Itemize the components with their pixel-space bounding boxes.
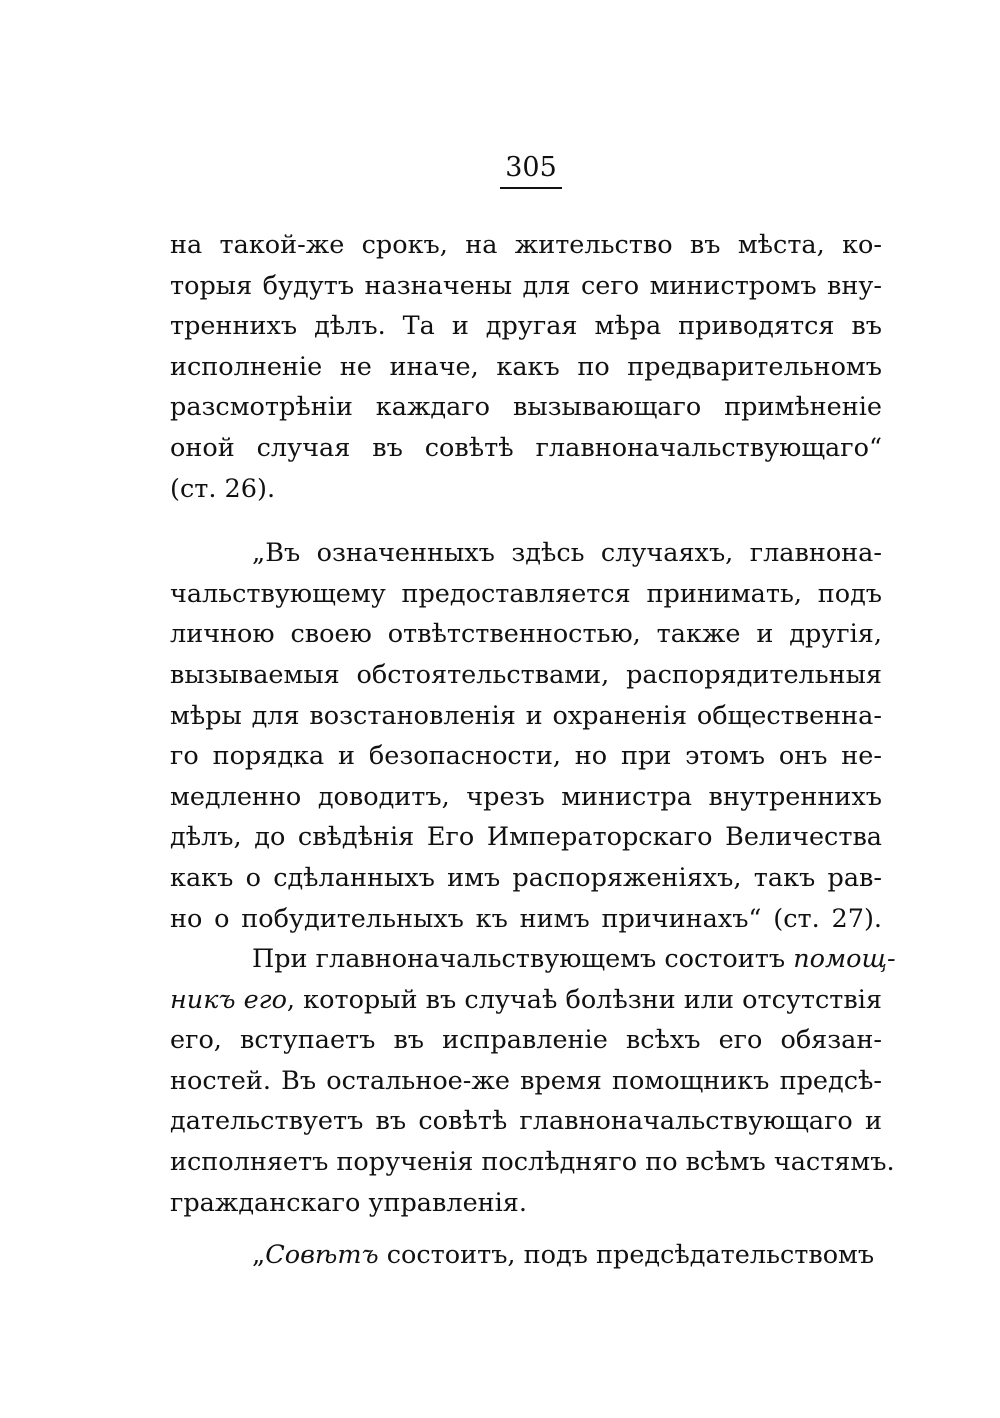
text-line: но о побудительныхъ къ нимъ причинахъ“ (ст. 27).	[170, 903, 882, 934]
text-line: треннихъ дѣлъ. Та и другая мѣра приводятся въ	[170, 311, 882, 342]
text-line: торыя будутъ назначены для сего министромъ вну-	[170, 270, 882, 301]
text-line	[170, 1235, 882, 1276]
paragraph-2	[170, 533, 882, 939]
text-line: чальствующему предоставляется принимать, подъ	[170, 578, 882, 609]
italic-term: никъ его	[170, 984, 287, 1015]
paragraph-1	[170, 225, 882, 509]
line-text: , который въ случаѣ болѣзни или отсутствія	[286, 984, 882, 1015]
text-line	[170, 939, 896, 980]
line-text: При главноначальствующемъ состоитъ	[252, 944, 794, 975]
text-line: на такой-же срокъ, на жительство въ мѣста, ко-	[170, 230, 882, 260]
text-line: гражданскаго управленія.	[170, 1187, 527, 1218]
text-line: оной случая въ совѣтѣ главноначальствующаго“	[170, 432, 882, 463]
text-line: личною своею отвѣтственностью, также и другія,	[170, 619, 882, 650]
text-line: ностей. Въ остальное-же время помощникъ предсѣ-	[170, 1065, 882, 1096]
text-line: медленно доводитъ, чрезъ министра внутреннихъ	[170, 781, 882, 812]
page-number: 305	[505, 152, 557, 183]
text-line: его, вступаетъ въ исправленіе всѣхъ его обязан-	[170, 1025, 882, 1056]
text-line: (ст. 26).	[170, 473, 276, 504]
text-line: го порядка и безопасности, но при этомъ онъ не-	[170, 741, 882, 772]
text-line: „Въ означенныхъ здѣсь случаяхъ, главнона-	[252, 538, 882, 569]
text-line: исполняетъ порученія послѣдняго по всѣмъ частямъ.	[170, 1147, 895, 1178]
text-line: какъ о сдѣланныхъ имъ распоряженіяхъ, такъ рав-	[170, 862, 882, 893]
italic-term: помощ-	[793, 944, 896, 975]
text-line: дательствуетъ въ совѣтѣ главноначальствующаго и	[170, 1106, 882, 1137]
paragraph-3	[170, 939, 896, 1223]
paragraph-gap	[170, 509, 882, 533]
italic-term: Совѣтъ	[265, 1240, 379, 1271]
paragraph-4	[170, 1235, 882, 1276]
text-line: исполненіе не иначе, какъ по предварительномъ	[170, 351, 882, 382]
text-line: мѣры для возстановленія и охраненія общественна-	[170, 700, 882, 731]
body-text	[170, 225, 896, 1276]
text-line: разсмотрѣніи каждаго вызывающаго примѣненіе	[170, 392, 882, 423]
open-quote: „	[252, 1240, 266, 1271]
text-line: вызываемыя обстоятельствами, распорядительныя	[170, 659, 882, 690]
paragraph-gap	[170, 1223, 882, 1235]
text-line: дѣлъ, до свѣдѣнія Его Императорскаго Величества	[170, 822, 882, 853]
text-line	[170, 980, 882, 1021]
page-number-rule	[500, 187, 562, 189]
line-text: состоитъ, подъ предсѣдательствомъ	[378, 1240, 875, 1271]
